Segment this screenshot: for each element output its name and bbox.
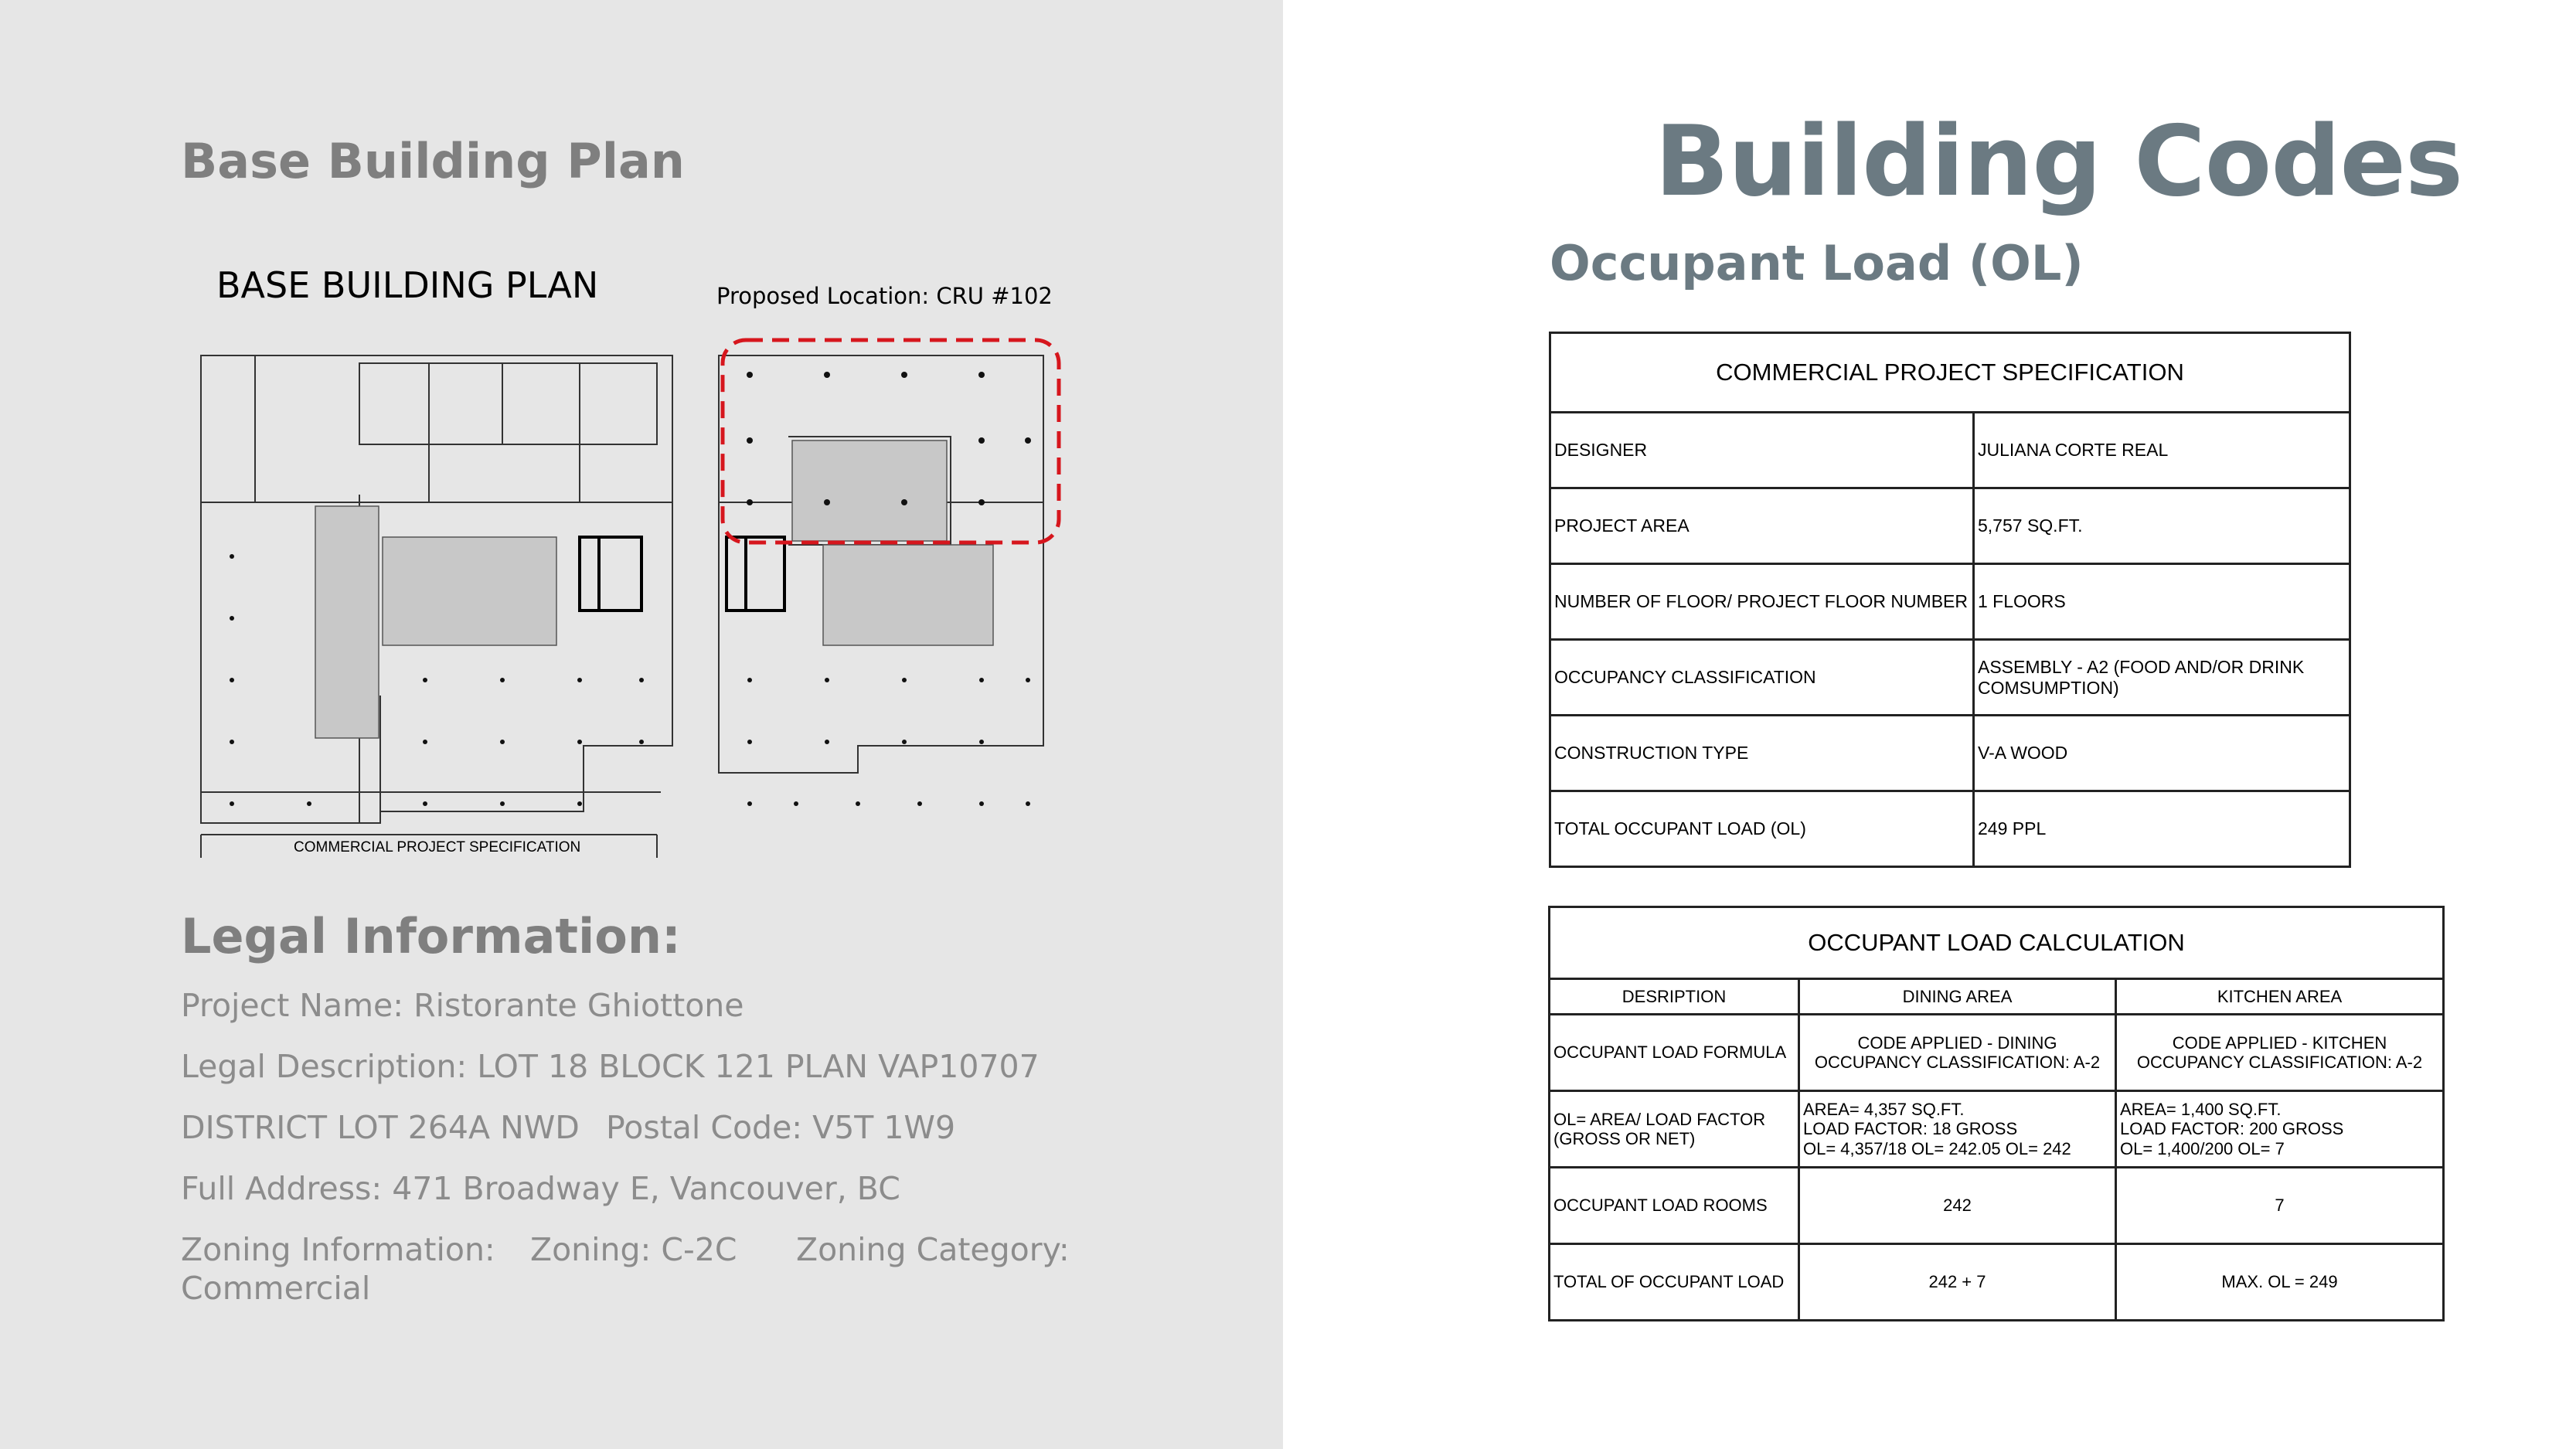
plan-footer-label: COMMERCIAL PROJECT SPECIFICATION	[294, 839, 581, 855]
table-row: OL= AREA/ LOAD FACTOR (GROSS OR NET) AREA= 4,357 SQ.FT. LOAD FACTOR: 18 GROSS OL= 4,357/18 OL= 242.05 OL= 242 AREA= 1,400 SQ.FT. LOAD FACTOR: 200 GROSS OL= 1,400/200 OL= 7	[1550, 1091, 2444, 1168]
table-row: PROJECT AREA 5,757 SQ.FT.	[1550, 488, 2350, 564]
base-plan-heading: Base Building Plan	[181, 133, 685, 189]
table-header-row	[1550, 979, 2444, 1015]
table-row: TOTAL OCCUPANT LOAD (OL) 249 PPL	[1550, 791, 2350, 867]
full-address: Full Address: 471 Broadway E, Vancouver, BC	[181, 1170, 900, 1207]
commercial-spec-table	[1549, 332, 2351, 868]
floor-plan-drawing	[178, 247, 1086, 866]
column-header: DESRIPTION	[1550, 979, 1799, 1015]
zoning-category-value: Commercial	[181, 1270, 371, 1307]
zoning: Zoning: C-2C	[530, 1231, 737, 1268]
legal-description: Legal Description: LOT 18 BLOCK 121 PLAN VAP10707	[181, 1048, 1040, 1085]
zoning-category: Zoning Category:	[796, 1231, 1070, 1268]
legal-heading: Legal Information:	[181, 908, 681, 964]
table-row: OCCUPANCY CLASSIFICATION ASSEMBLY - A2 (FOOD AND/OR DRINK COMSUMPTION)	[1550, 640, 2350, 716]
postal-code: Postal Code: V5T 1W9	[606, 1109, 956, 1146]
proposed-location-label: Proposed Location: CRU #102	[716, 283, 1053, 309]
district-lot: DISTRICT LOT 264A NWD	[181, 1109, 580, 1146]
page-title: Building Codes	[1655, 104, 2462, 218]
column-header: DINING AREA	[1799, 979, 2116, 1015]
table-row: DESIGNER JULIANA CORTE REAL	[1550, 413, 2350, 488]
project-name: Project Name: Ristorante Ghiottone	[181, 987, 744, 1024]
calc-table-title: OCCUPANT LOAD CALCULATION	[1550, 907, 2444, 979]
table-row: NUMBER OF FLOOR/ PROJECT FLOOR NUMBER 1 FLOORS	[1550, 564, 2350, 640]
table-row: OCCUPANT LOAD FORMULA CODE APPLIED - DINING OCCUPANCY CLASSIFICATION: A-2 CODE APPLIED - KITCHEN OCCUPANCY CLASSIFICATION: A-2	[1550, 1015, 2444, 1091]
plan-title: BASE BUILDING PLAN	[216, 264, 599, 306]
table-row: CONSTRUCTION TYPE V-A WOOD	[1550, 716, 2350, 791]
table-row: TOTAL OF OCCUPANT LOAD 242 + 7 MAX. OL = 249	[1550, 1244, 2444, 1321]
page-subtitle: Occupant Load (OL)	[1550, 235, 2084, 291]
column-header: KITCHEN AREA	[2116, 979, 2444, 1015]
table-row: OCCUPANT LOAD ROOMS 242 7	[1550, 1168, 2444, 1244]
occupant-load-calculation-table	[1548, 906, 2445, 1321]
zoning-information: Zoning Information:	[181, 1231, 495, 1268]
spec-table-title: COMMERCIAL PROJECT SPECIFICATION	[1550, 333, 2350, 413]
